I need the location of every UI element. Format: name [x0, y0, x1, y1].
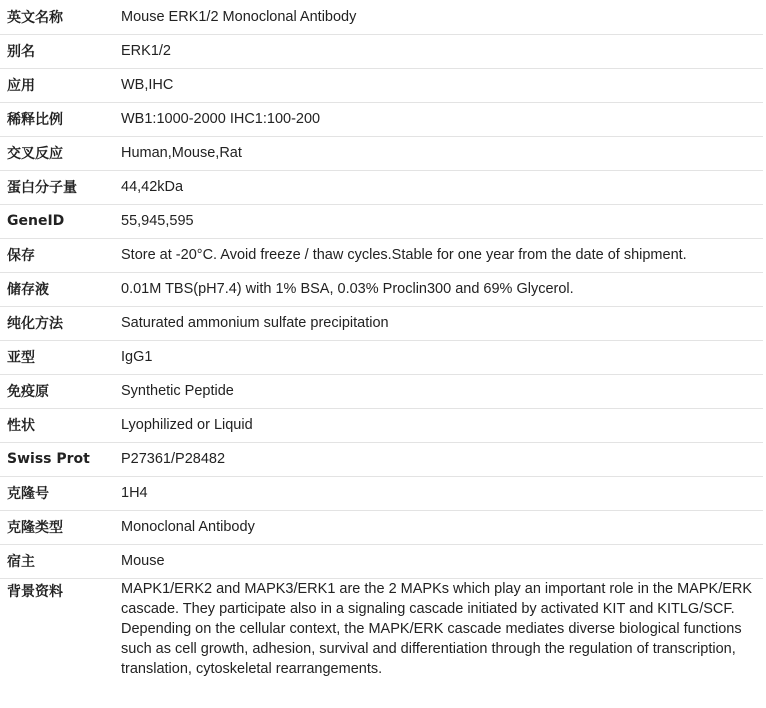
- row-label-host: 宿主: [0, 544, 114, 578]
- table-row: [0, 578, 763, 683]
- row-label-buffer: 储存液: [0, 272, 114, 306]
- table-row: [0, 408, 763, 442]
- row-value-reactivity: Human,Mouse,Rat: [114, 136, 763, 170]
- row-value-buffer: 0.01M TBS(pH7.4) with 1% BSA, 0.03% Proclin300 and 69% Glycerol.: [114, 272, 763, 306]
- table-row: [0, 272, 763, 306]
- table-row: [0, 510, 763, 544]
- row-value-application: WB,IHC: [114, 68, 763, 102]
- row-label-clonality: 克隆类型: [0, 510, 114, 544]
- table-row: [0, 476, 763, 510]
- table-row: [0, 374, 763, 408]
- row-label-english-name: 英文名称: [0, 0, 114, 34]
- table-row: [0, 306, 763, 340]
- table-row: [0, 68, 763, 102]
- row-value-immunogen: Synthetic Peptide: [114, 374, 763, 408]
- row-value-storage: Store at -20°C. Avoid freeze / thaw cycles.Stable for one year from the date of shipment.: [114, 238, 763, 272]
- row-value-background: MAPK1/ERK2 and MAPK3/ERK1 are the 2 MAPKs which play an important role in the MAPK/ERK cascade. They participate also in a signaling cascade initiated by activated KIT and KITLG/SCF. Depending on the cellular context, the MAPK/ERK cascade mediates diverse biological functions such as cell growth, adhesion, survival and differentiation through the regulation of transcription, translation, cytoskeletal rearrangements.: [121, 580, 753, 677]
- row-label-clone-number: 克隆号: [0, 476, 114, 510]
- table-row: [0, 102, 763, 136]
- table-row: [0, 170, 763, 204]
- row-value-gene-id: 55,945,595: [114, 204, 763, 238]
- row-label-form: 性状: [0, 408, 114, 442]
- table-row: [0, 238, 763, 272]
- row-label-swiss-prot: Swiss Prot: [0, 442, 114, 476]
- table-row: [0, 204, 763, 238]
- row-value-dilution: WB1:1000-2000 IHC1:100-200: [114, 102, 763, 136]
- table-row: [0, 34, 763, 68]
- row-label-dilution: 稀释比例: [0, 102, 114, 136]
- row-label-isotype: 亚型: [0, 340, 114, 374]
- row-label-gene-id: GeneID: [0, 204, 114, 238]
- row-label-purification: 纯化方法: [0, 306, 114, 340]
- row-label-alias: 别名: [0, 34, 114, 68]
- row-value-swiss-prot: P27361/P28482: [114, 442, 763, 476]
- row-value-host: Mouse: [114, 544, 763, 578]
- table-row: [0, 544, 763, 578]
- row-value-purification: Saturated ammonium sulfate precipitation: [114, 306, 763, 340]
- row-value-alias: ERK1/2: [114, 34, 763, 68]
- table-row: [0, 442, 763, 476]
- row-label-immunogen: 免疫原: [0, 374, 114, 408]
- row-value-molecular-weight: 44,42kDa: [114, 170, 763, 204]
- row-label-application: 应用: [0, 68, 114, 102]
- row-value-form: Lyophilized or Liquid: [114, 408, 763, 442]
- row-value-clonality: Monoclonal Antibody: [114, 510, 763, 544]
- table-row: [0, 136, 763, 170]
- row-value-isotype: IgG1: [114, 340, 763, 374]
- row-value-clone-number: 1H4: [114, 476, 763, 510]
- row-label-reactivity: 交叉反应: [0, 136, 114, 170]
- row-label-molecular-weight: 蛋白分子量: [0, 170, 114, 204]
- row-label-background: 背景资料: [7, 583, 63, 600]
- table-row: [0, 0, 763, 34]
- row-value-english-name: Mouse ERK1/2 Monoclonal Antibody: [114, 0, 763, 34]
- row-label-storage: 保存: [0, 238, 114, 272]
- table-row: [0, 340, 763, 374]
